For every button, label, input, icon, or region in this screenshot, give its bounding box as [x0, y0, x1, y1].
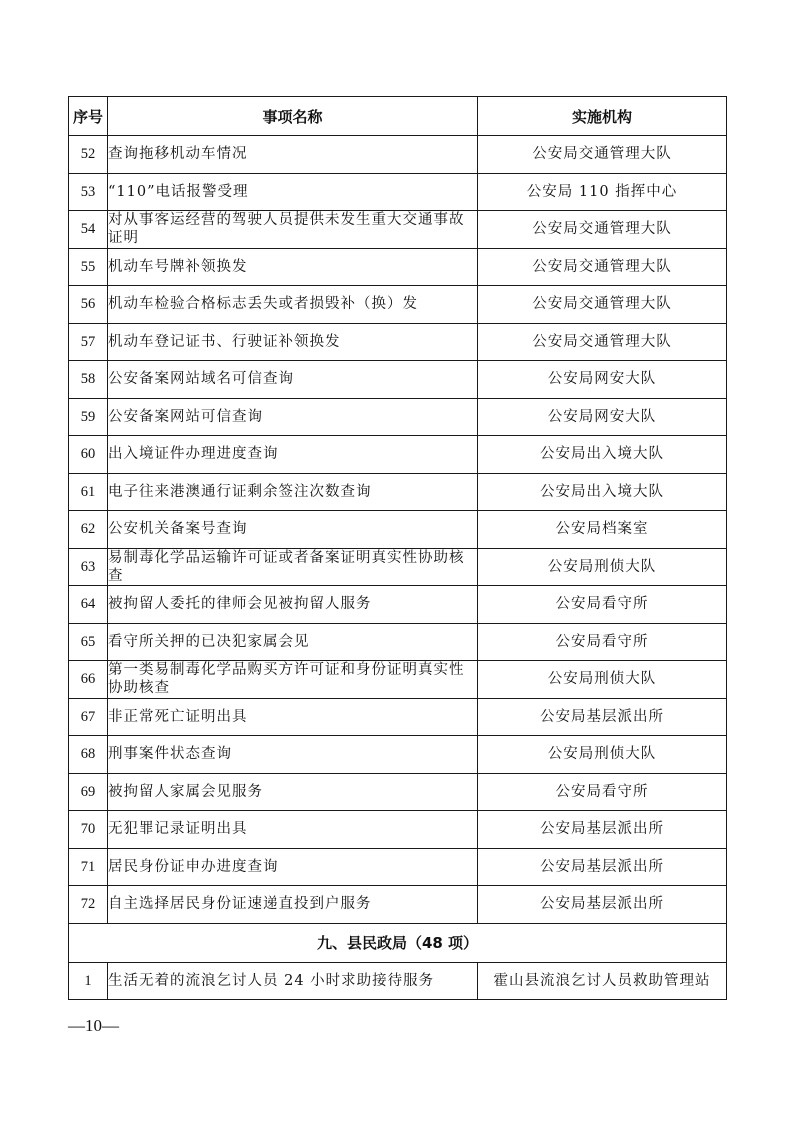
row-agency: 公安局刑侦大队: [478, 548, 727, 586]
row-number: 60: [69, 436, 108, 474]
row-item-name: 自主选择居民身份证速递直投到户服务: [108, 886, 478, 924]
row-agency: 公安局交通管理大队: [478, 211, 727, 249]
row-item-name: 对从事客运经营的驾驶人员提供未发生重大交通事故证明: [108, 211, 478, 249]
table-row: [69, 736, 727, 774]
table-row: [69, 773, 727, 811]
table-header-row: [69, 97, 727, 136]
table-row: [69, 848, 727, 886]
table-row: [69, 361, 727, 399]
row-agency: 公安局网安大队: [478, 398, 727, 436]
row-number: 69: [69, 773, 108, 811]
section-title: 九、县民政局（48 项）: [69, 923, 727, 962]
page-number: —10—: [68, 1016, 119, 1035]
row-number: 67: [69, 698, 108, 736]
row-number: 68: [69, 736, 108, 774]
row-number: 71: [69, 848, 108, 886]
row-agency: 公安局档案室: [478, 511, 727, 549]
row-item-name: 生活无着的流浪乞讨人员 24 小时求助接待服务: [108, 962, 478, 1000]
table-row: [69, 136, 727, 174]
table-row: [69, 248, 727, 286]
row-agency: 公安局交通管理大队: [478, 323, 727, 361]
row-number: 57: [69, 323, 108, 361]
row-item-name: 居民身份证申办进度查询: [108, 848, 478, 886]
row-number: 61: [69, 473, 108, 511]
table-row: [69, 548, 727, 586]
row-agency: 公安局看守所: [478, 623, 727, 661]
row-agency: 公安局看守所: [478, 586, 727, 624]
row-agency: 公安局交通管理大队: [478, 136, 727, 174]
row-item-name: 查询拖移机动车情况: [108, 136, 478, 174]
row-item-name: 非正常死亡证明出具: [108, 698, 478, 736]
row-item-name: “110”电话报警受理: [108, 173, 478, 211]
table-row: [69, 962, 727, 1000]
table-row: [69, 511, 727, 549]
row-item-name: 电子往来港澳通行证剩余签注次数查询: [108, 473, 478, 511]
row-number: 65: [69, 623, 108, 661]
row-agency: 公安局交通管理大队: [478, 248, 727, 286]
header-item-name: 事项名称: [108, 97, 478, 136]
row-agency: 公安局交通管理大队: [478, 286, 727, 324]
row-number: 72: [69, 886, 108, 924]
row-item-name: 出入境证件办理进度查询: [108, 436, 478, 474]
row-number: 63: [69, 548, 108, 586]
row-number: 66: [69, 661, 108, 699]
table-row: [69, 436, 727, 474]
row-item-name: 第一类易制毒化学品购买方许可证和身份证明真实性协助核查: [108, 661, 478, 699]
row-number: 52: [69, 136, 108, 174]
row-agency: 公安局刑侦大队: [478, 736, 727, 774]
row-number: 53: [69, 173, 108, 211]
row-number: 70: [69, 811, 108, 849]
row-item-name: 被拘留人委托的律师会见被拘留人服务: [108, 586, 478, 624]
row-item-name: 易制毒化学品运输许可证或者备案证明真实性协助核查: [108, 548, 478, 586]
table-row: [69, 886, 727, 924]
row-item-name: 看守所关押的已决犯家属会见: [108, 623, 478, 661]
table-row: [69, 473, 727, 511]
table-row: [69, 211, 727, 249]
table-row: [69, 586, 727, 624]
row-number: 58: [69, 361, 108, 399]
header-number: 序号: [69, 97, 108, 136]
table-row: [69, 661, 727, 699]
row-agency: 公安局基层派出所: [478, 698, 727, 736]
row-agency: 公安局出入境大队: [478, 436, 727, 474]
row-agency: 霍山县流浪乞讨人员救助管理站: [478, 962, 727, 1000]
header-agency: 实施机构: [478, 97, 727, 136]
table-row: [69, 623, 727, 661]
row-number: 54: [69, 211, 108, 249]
row-agency: 公安局看守所: [478, 773, 727, 811]
row-item-name: 刑事案件状态查询: [108, 736, 478, 774]
row-agency: 公安局 110 指挥中心: [478, 173, 727, 211]
row-number: 56: [69, 286, 108, 324]
row-agency: 公安局基层派出所: [478, 848, 727, 886]
table-body: [69, 136, 727, 1000]
section-header-row: [69, 923, 727, 962]
row-item-name: 机动车号牌补领换发: [108, 248, 478, 286]
row-item-name: 无犯罪记录证明出具: [108, 811, 478, 849]
row-number: 62: [69, 511, 108, 549]
row-number: 55: [69, 248, 108, 286]
row-item-name: 公安机关备案号查询: [108, 511, 478, 549]
table-row: [69, 398, 727, 436]
row-agency: 公安局出入境大队: [478, 473, 727, 511]
row-agency: 公安局网安大队: [478, 361, 727, 399]
row-item-name: 公安备案网站域名可信查询: [108, 361, 478, 399]
row-item-name: 机动车登记证书、行驶证补领换发: [108, 323, 478, 361]
row-number: 59: [69, 398, 108, 436]
table-row: [69, 323, 727, 361]
row-item-name: 被拘留人家属会见服务: [108, 773, 478, 811]
row-item-name: 机动车检验合格标志丢失或者损毁补（换）发: [108, 286, 478, 324]
table-row: [69, 286, 727, 324]
row-agency: 公安局基层派出所: [478, 811, 727, 849]
row-number: 1: [69, 962, 108, 1000]
table-row: [69, 811, 727, 849]
row-item-name: 公安备案网站可信查询: [108, 398, 478, 436]
row-number: 64: [69, 586, 108, 624]
table-row: [69, 173, 727, 211]
row-agency: 公安局刑侦大队: [478, 661, 727, 699]
row-agency: 公安局基层派出所: [478, 886, 727, 924]
services-table: [68, 96, 727, 1000]
table-row: [69, 698, 727, 736]
